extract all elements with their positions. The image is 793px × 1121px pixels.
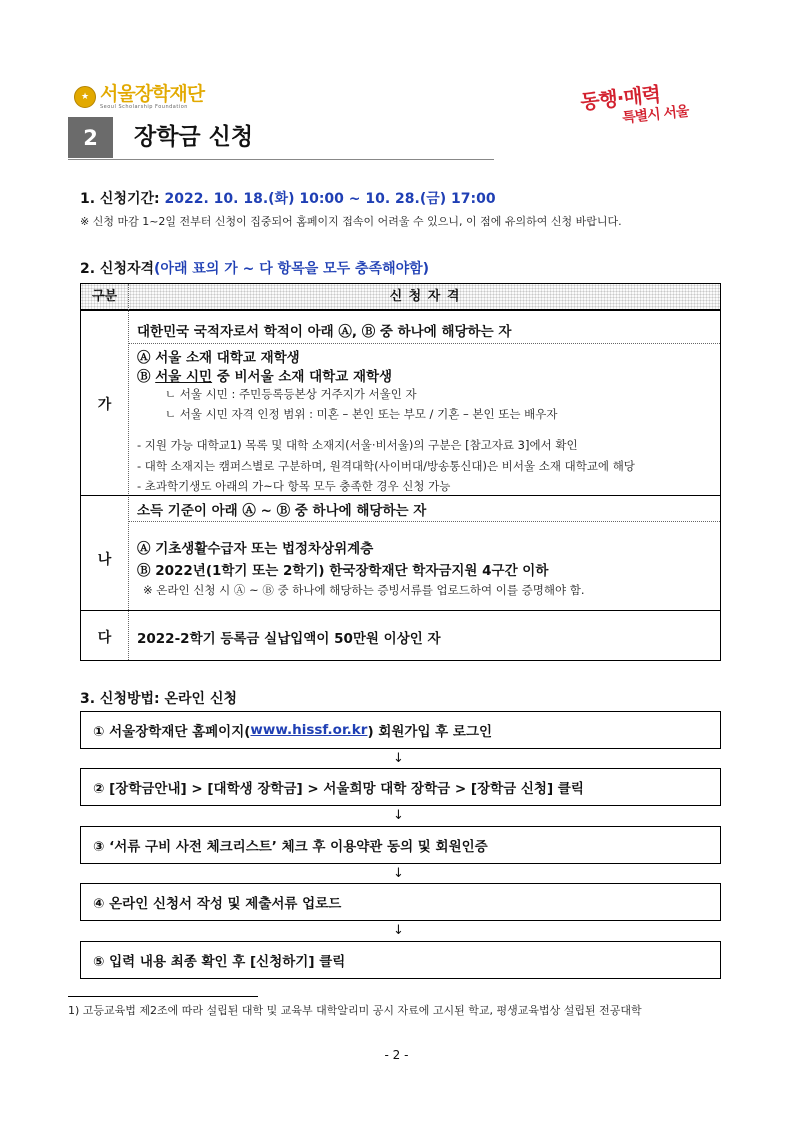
ga-option-a: Ⓐ 서울 소재 대학교 재학생 <box>137 350 300 366</box>
ga-note-1: ㄴ 서울 시민 : 주민등록등본상 거주지가 서울인 자 <box>165 387 417 401</box>
header-qualification: 신 청 자 격 <box>389 289 460 304</box>
step-3: ③ ‘서류 구비 사전 체크리스트’ 체크 후 이용약관 동의 및 회원인증 <box>80 826 721 864</box>
step-1 <box>80 711 721 749</box>
step-2: ② [장학금안내] > [대학생 장학금] > 서울희망 대학 장학금 > [장학금 신청] 클릭 <box>80 768 721 806</box>
step-1-suffix: ) 회원가입 후 로그인 <box>367 724 493 740</box>
eligibility-heading <box>80 258 429 278</box>
eligibility-table <box>80 283 721 661</box>
ga-bullet-1: - 지원 가능 대학교1) 목록 및 대학 소재지(서울·비서울)의 구분은 [참고자료 3]에서 확인 <box>137 438 578 452</box>
method-heading: 3. 신청방법: 온라인 신청 <box>80 691 237 707</box>
logo-text: 서울장학재단 <box>100 83 205 105</box>
down-arrow-icon: ↓ <box>393 866 404 881</box>
da-title: 2022-2학기 등록금 실납입액이 50만원 이상인 자 <box>137 631 441 647</box>
section-title: 장학금 신청 <box>134 124 254 150</box>
header-category: 구분 <box>91 289 118 304</box>
table-header <box>81 284 720 311</box>
section-divider <box>68 159 494 160</box>
ga-bullet-3: - 초과학기생도 아래의 가~다 항목 모두 충족한 경우 신청 가능 <box>137 479 451 493</box>
step-1-prefix: ① 서울장학재단 홈페이지( <box>93 724 251 740</box>
ga-option-b-suffix: 중 비서울 소재 대학교 재학생 <box>212 369 393 385</box>
na-note: ※ 온라인 신청 시 Ⓐ ~ Ⓑ 중 하나에 해당하는 증빙서류를 업로드하여 이를 증명해야 함. <box>143 583 585 597</box>
column-separator <box>128 284 129 660</box>
homepage-link[interactable]: www.hissf.or.kr <box>250 722 368 738</box>
ga-bullet-2: - 대학 소재지는 캠퍼스별로 구분하며, 원격대학(사이버대/방송통신대)은 비서울 소재 대학교에 해당 <box>137 459 635 473</box>
step-5: ⑤ 입력 내용 최종 확인 후 [신청하기] 클릭 <box>80 941 721 979</box>
page-number: - 2 - <box>384 1048 409 1062</box>
application-period-heading <box>80 188 496 208</box>
logo-emblem-icon: ★ <box>74 86 96 108</box>
row-label-na: 나 <box>97 552 112 568</box>
down-arrow-icon: ↓ <box>393 923 404 938</box>
ga-note-2: ㄴ 서울 시민 자격 인정 범위 : 미혼 – 본인 또는 부모 / 기혼 – 본인 또는 배우자 <box>165 407 558 421</box>
row-divider <box>128 521 720 522</box>
down-arrow-icon: ↓ <box>393 808 404 823</box>
row-separator <box>81 495 720 496</box>
slogan-line1: 동행·매력 <box>579 81 662 115</box>
step-4: ④ 온라인 신청서 작성 및 제출서류 업로드 <box>80 883 721 921</box>
row-separator <box>81 610 720 611</box>
seoul-slogan-logo <box>570 82 690 126</box>
row-label-ga: 가 <box>97 397 112 413</box>
foundation-logo <box>74 84 204 110</box>
na-title: 소득 기준이 아래 Ⓐ ~ Ⓑ 중 하나에 해당하는 자 <box>137 503 427 519</box>
row-divider <box>128 343 720 344</box>
down-arrow-icon: ↓ <box>393 751 404 766</box>
period-note: ※ 신청 마감 1~2일 전부터 신청이 집중되어 홈페이지 접속이 어려울 수 있으니, 이 점에 유의하여 신청 바랍니다. <box>80 215 622 228</box>
ga-option-b <box>137 365 392 385</box>
eligibility-condition: (아래 표의 가 ~ 다 항목을 모두 충족해야함) <box>154 261 430 277</box>
na-option-b: Ⓑ 2022년(1학기 또는 2학기) 한국장학재단 학자금지원 4구간 이하 <box>137 563 549 579</box>
ga-option-b-underline: 서울 시민 <box>155 369 213 385</box>
na-option-a: Ⓐ 기초생활수급자 또는 법정차상위계층 <box>137 541 374 557</box>
ga-title: 대한민국 국적자로서 학적이 아래 Ⓐ, Ⓑ 중 하나에 해당하는 자 <box>137 324 512 340</box>
section-number-badge: 2 <box>68 117 113 158</box>
footnote: 1) 고등교육법 제2조에 따라 설립된 대학 및 교육부 대학알리미 공시 자료에 고시된 학교, 평생교육법상 설립된 전공대학 <box>68 1004 642 1017</box>
row-label-da: 다 <box>97 630 112 646</box>
period-label: 1. 신청기간: <box>80 191 165 207</box>
eligibility-label: 2. 신청자격 <box>80 261 155 277</box>
slogan-line2: 특별시 서울 <box>621 103 690 127</box>
ga-option-b-prefix: Ⓑ <box>137 369 156 385</box>
period-value: 2022. 10. 18.(화) 10:00 ~ 10. 28.(금) 17:00 <box>164 191 496 207</box>
logo-subtext: Seoul Scholarship Foundation <box>100 104 188 110</box>
footnote-divider <box>68 996 258 997</box>
